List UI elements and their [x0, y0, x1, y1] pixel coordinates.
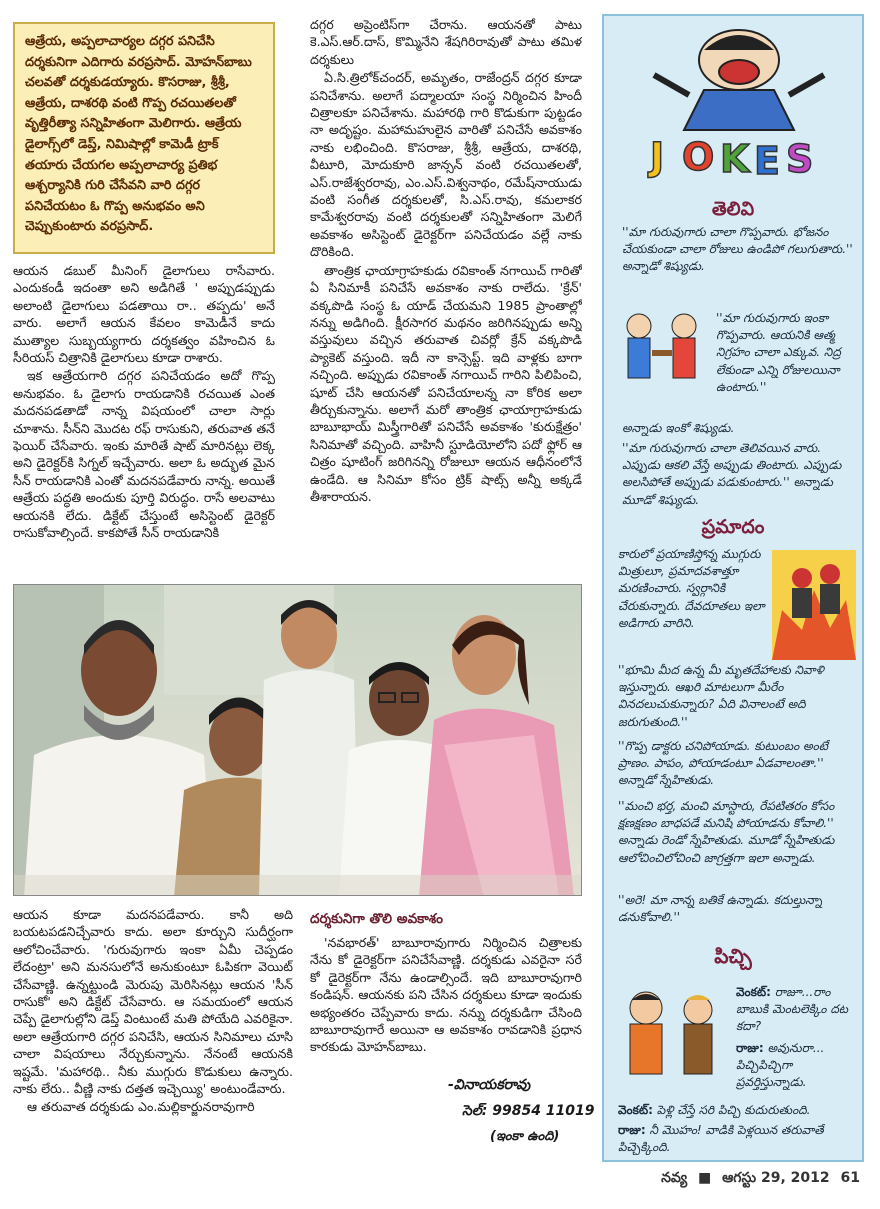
joke-text: ''మా గురువుగారు చాలా గొప్పవారు. భోజనం చేయకుండా చాలా రోజులు ఉండిపో గలుగుతారు.'' అన్నాడో శిష్యుడు.	[622, 225, 853, 274]
joke-text: ''అరె! మా నాన్న బతికే ఉన్నాడు. కదుల్తున్నా డనుకోవాలి.''	[618, 893, 823, 925]
issue-date: ఆగస్టు 29, 2012	[722, 1170, 830, 1186]
article-column-3	[13, 906, 293, 1168]
jokes-letter-o: O	[682, 135, 715, 179]
joke-2-line-4	[618, 798, 856, 867]
joke-2-line-1	[618, 546, 768, 632]
paragraph: తాంత్రిక ఛాయాగ్రాహకుడు రవికాంత్ నగాయిచ్ గారితో ఏ సినిమాకీ పనిచేసే అవకాశం నాకు రాలేదు. 'క్రేన్' వక్కపొడి సంస్థ ఓ యాడ్ చేయమని 1985 ప్రాంతాల్లో నన్ను అడిగింది. క్షీరసాగర మథనం జరిగినప్పుడు అన్ని వస్తువులు వచ్చిన తరువాత చివర్లో క్రేన్ వక్కపొడి ప్యాకెట్ వస్తుంది. ఇదీ నా కాన్సెప్ట్. ఇది వాళ్లకు బాగా నచ్చింది. అప్పుడు రవికాంత్ నగాయిచ్ గారిని పిలిపించి, షూట్ చేసి ఆయనతో పనిచేయాలన్న నా కోరిక అలా తీర్చుకున్నాను. అలాగే మరో తాంత్రిక ఛాయాగ్రాహకుడు బాబూభాయ్ మిస్త్రీగారితో పనిచేసే అవకాశం 'కురుక్షేత్రం' సినిమాతో వచ్చింది. వాహినీ స్టూడియోలోని పదో ఫ్లోర్ ఆ చిత్రం షూటింగ్ జరిగినన్ని రోజులూ ఆయన ఆధీనంలోనే ఉండేది. ఆ సినిమా కోసం ట్రిక్ షాట్స్ అన్నీ అక్కడే తీశారాయన.	[310, 262, 582, 504]
paragraph: ఆయన కూడా మదనపడేవారు. కానీ అది బయటపడనిచ్చేవారు కాదు. అలా కూర్చుని సుదీర్ఘంగా ఆలోచించేవారు. 'గురువుగారు ఇంకా ఏమీ చెప్పడం లేదంట్రా' అని మనసులోనే అనుకుంటూ ఓపికగా వెయిట్ చేసేవాణ్ణి. ఉన్నట్టుండి మెరుపు మెరిసినట్లు ఆయన 'సీన్ రాసుకో' అని డిక్టేట్ చేసేవారు. ఆ సమయంలో ఆయన చెప్పే డైలాగుల్లోని డెప్త్ వింటుంటే మతి పోయేది ఎవరికైనా. అలా ఆత్రేయగారి దగ్గర పనిచేసి, ఆయన సినిమాలు చూసి చాలా విషయాలు నేర్చుకున్నాను. నేనంటే ఆయనకి ఇష్టమే. 'మహారథి.. నీకు ముగ్గురు కొడుకులు ఉన్నారు. నాకు లేరు.. వీణ్ణి నాకు దత్తత ఇచ్చెయ్యి' అంటుండేవారు.	[13, 907, 293, 1097]
joke-text: నీ మొహం! వాడికి పెళ్లయిన తరువాతే పిచ్చెక్కింది.	[618, 1123, 824, 1155]
joke-text: ''మా గురువుగారు చాలా తెలివయిన వారు. ఎప్పుడు ఆకలి వేస్తే అప్పుడు తింటారు. ఎప్పుడు అలసిపోతే అప్పుడు పడుకుంటారు.'' అన్నాడు మూడో శిష్యుడు.	[622, 441, 842, 507]
paragraph: ఏ.సి.త్రిలోక్‌చందర్, అమృతం, రాజేంద్రన్ దగ్గర కూడా పనిచేశాను. అలాగే పద్మాలయా సంస్థ నిర్మించిన హిందీ చిత్రాలకూ పనిచేశాను. మహారథి గారి కొడుకుగా పుట్టడం నా అదృష్టం. మహామహులైన వారితో పనిచేసే అవకాశం నాకు లభించింది. కొసరాజు, శ్రీశ్రీ, ఆత్రేయ, దాశరథి, వీటూరి, మోదుకూరి జాన్సన్ వంటి రచయితలతో, ఎస్.రాజేశ్వరరావు, ఎం.ఎస్.విశ్వనాథం, రమేష్‌నాయుడు వంటి సంగీత దర్శకులతో, సి.ఎస్.రావు, కమలాకర కామేశ్వరరావు వంటి దర్శకులతో సన్నిహితంగా మెలిగే అవకాశం అసిస్టెంట్ డైరెక్టర్‌గా పనిచేయడం వల్లే నాకు దొరికింది.	[310, 70, 582, 260]
jokes-letter-e: E	[754, 139, 780, 183]
joke-text: అన్నాడు ఇంకో శిష్యుడు.	[622, 421, 735, 435]
paragraph: ఆయన డబుల్ మీనింగ్ డైలాగులు రాసేవారు. ఎందుకండీ ఇదంతా అని అడిగితే ' అప్పుడప్పుడు అలాంటి డైలాగులు పడతాయి రా.. తప్పదు' అనే వారు. అలాగే ఆయన కేవలం కామెడీనే కాదు ముత్యాల సుబ్బయ్యగారు దర్శకత్వం వహించిన ఓ సీరియస్ చిత్రానికి డైలాగులు కూడా రాశారు.	[13, 263, 275, 366]
joke-1-line-4	[622, 440, 854, 509]
jokes-letter-k: K	[720, 137, 750, 181]
disciples-cartoon	[614, 306, 710, 392]
joke-title-telivi: తెలివి	[711, 198, 755, 220]
jokes-letter-s: S	[786, 137, 814, 181]
page-footer	[655, 1170, 860, 1189]
square-bullet-icon: ■	[698, 1170, 712, 1186]
jokes-logo	[644, 20, 834, 190]
article-column-1	[13, 262, 275, 578]
author-phone: సెల్: 99854 11019	[462, 1103, 595, 1119]
joke-3-line-4	[618, 1122, 858, 1156]
joke-1-line-2	[716, 310, 856, 396]
joke-3-line-2	[736, 1040, 858, 1092]
speaker-label: రాజు:	[736, 1041, 764, 1055]
continued-note: (ఇంకా ఉంది)	[490, 1129, 560, 1144]
joke-3-line-1	[736, 984, 858, 1036]
joke-text: ''గొప్ప డాక్టరు చనిపోయాడు. కుటుంబం అంటే ప్రాణం. పాపం, పోయాడంటూ ఏడవాలంతా.'' అన్నాడో స్నేహితుడు.	[618, 739, 828, 788]
paragraph: ఆ తరువాత దర్శకుడు ఎం.మల్లికార్జునరావుగారి	[27, 1099, 255, 1115]
section-subheading: దర్శకునిగా తొలి అవకాశం	[310, 911, 444, 927]
page-number: 61	[840, 1170, 860, 1186]
joke-title-pichi: పిచ్చి	[714, 944, 752, 968]
group-photo-illustration	[14, 585, 582, 896]
paragraph: 'నవభారత్' బాబూరావుగారు నిర్మించిన చిత్రాలకు నేను కో డైరెక్టర్‌గా పనిచేసేవాణ్ణి. దర్శకుడు ఎవరైనా సరే కో డైరెక్టర్‌గా నేను ఉండాల్సిందే. ఇది బాబూరావుగారి కండిషన్. ఆయనకు పని చేసిన దర్శకులు కూడా ఇందుకు అభ్యంతరం చెప్పేవారు కాదు. నన్ను దర్శకుడిగా చేసింది బాబూరావుగారే అయినా ఆ అవకాశం రావడానికి ప్రధాన కారకుడు మోహన్‌బాబు.	[310, 935, 582, 1055]
magazine-name: నవ్య	[661, 1170, 688, 1186]
article-column-4	[310, 934, 582, 1074]
jokes-letter-j: J	[650, 135, 665, 179]
joke-2-line-2	[618, 662, 856, 731]
joke-text: రాజూ...రాం బాబుకి మెంటలెక్కిం దట కదా?	[736, 985, 849, 1034]
author-name: -వినాయకరావు	[448, 1077, 531, 1093]
joke-2-line-3	[618, 738, 856, 790]
joke-text: కారులో ప్రయాణిస్తోన్న ముగ్గురు మిత్రులూ, ప్రమాదవశాత్తూ మరణించారు. స్వర్గానికి చేరుకున్నారు. దేవదూతలు ఇలా అడిగారు వారిని.	[618, 547, 765, 630]
joke-1-line-1	[622, 224, 854, 276]
paragraph: ఇక ఆత్రేయగారి దగ్గర పనిచేయడం అదో గొప్ప అనుభవం. ఓ డైలాగు రాయడానికి రచయిత ఎంత మదనపడతాడో నాన్న విషయంలో చాలా సార్లు చూశాను. సీన్‌ని మొదట రఫ్ రాసుకుని, తరువాత తనే ఫెయిర్ చేసేవారు. ఇంకు మారితే షాట్ మారినట్లు లెక్క అని డైరెక్టర్‌కి సిగ్నల్ ఇచ్చేవారు. అలా ఓ అద్భుత మైన సీన్ రాయడానికి ఎంతో మదనపడేవారు నాన్న. అయితే ఆత్రేయ పద్ధతి అందుకు పూర్తి విరుద్ధం. రాసే అలవాటు ఆయనకి లేదు. డిక్టేట్ చేస్తుంటే అసిస్టెంట్ డైరెక్టర్ రాసుకోవాల్సిందే. కాకపోతే సీన్ రాయడానికి	[13, 368, 275, 541]
joke-text: ''మంచి భర్త, మంచి మాస్టారు, రేపటితరం కోసం క్షణక్షణం బాధపడే మనిషి పోయాడను కోవాలి.'' అన్నాడు రెండో స్నేహితుడు. మూడో స్నేహితుడు ఆలోచించిలోచించి జాగ్రత్తగా ఇలా అన్నాడు.	[618, 799, 835, 865]
speaker-label: రాజు:	[618, 1123, 646, 1137]
joke-text: ''మా గురువుగారు ఇంకా గొప్పవారు. ఆయనికి ఆత్మ నిగ్రహం చాలా ఎక్కువ. నిద్ర లేకుండా ఎన్ని రోజులయినా ఉంటారు.''	[716, 311, 841, 394]
joke-2-line-5	[618, 892, 856, 926]
speaker-label: వెంకట్:	[618, 1103, 653, 1117]
joke-text: అవునురా... పిచ్చిపిచ్చిగా ప్రవర్తిస్తున్నాడు.	[736, 1041, 825, 1090]
joke-text: ''భూమి మీద ఉన్న మీ మృతదేహాలకు నివాళి ఇస్తున్నారు. ఆఖరి మాటలుగా మీరేం వినదలుచుకున్నారు? ఏది వినాలంటే అది జరుగుతుంది.''	[618, 663, 824, 729]
joke-text: పెళ్లి చేస్తే సరి పిచ్చి కుదురుతుంది.	[656, 1103, 811, 1117]
paragraph: దగ్గర అప్రెంటిస్‌గా చేరాను. ఆయనతో పాటు కె.ఎస్.ఆర్.దాస్, కొమ్మినేని శేషగిరిరావుతో పాటు తమిళ దర్శకులు	[310, 17, 582, 67]
flintstones-cartoon	[614, 986, 732, 1082]
article-column-2	[310, 16, 582, 578]
jokes-sidebar	[602, 14, 864, 1162]
joke-3-line-3	[618, 1102, 858, 1119]
callout-box	[13, 22, 275, 254]
heaven-cartoon	[772, 550, 856, 660]
joke-title-pramadam: ప్రమాదం	[701, 516, 765, 538]
group-photo	[13, 584, 582, 896]
callout-text: ఆత్రేయ, అప్పలాచార్యల దగ్గర పనిచేసి దర్శకునిగా ఎదిగారు వరప్రసాద్. మోహన్‌బాబు చలవతో దర్శకుడయ్యారు. కొసరాజు, శ్రీశ్రీ, ఆత్రేయ, దాశరథి వంటి గొప్ప రచయితలతో వృత్తిరీత్యా సన్నిహితంగా మెలిగారు. ఆత్రేయ డైలాగ్స్‌లో డెప్త్, నిమిషాల్లో కామెడీ ట్రాక్ తయారు చేయగల అప్పలాచార్య ప్రతిభ ఆశ్చర్యానికి గురి చేసేవని వారి దగ్గర పనిచేయటం ఓ గొప్ప అనుభవం అని చెప్పుకుంటారు వరప్రసాద్.	[25, 34, 252, 235]
speaker-label: వెంకట్:	[736, 985, 771, 999]
joke-1-line-3	[622, 420, 854, 437]
